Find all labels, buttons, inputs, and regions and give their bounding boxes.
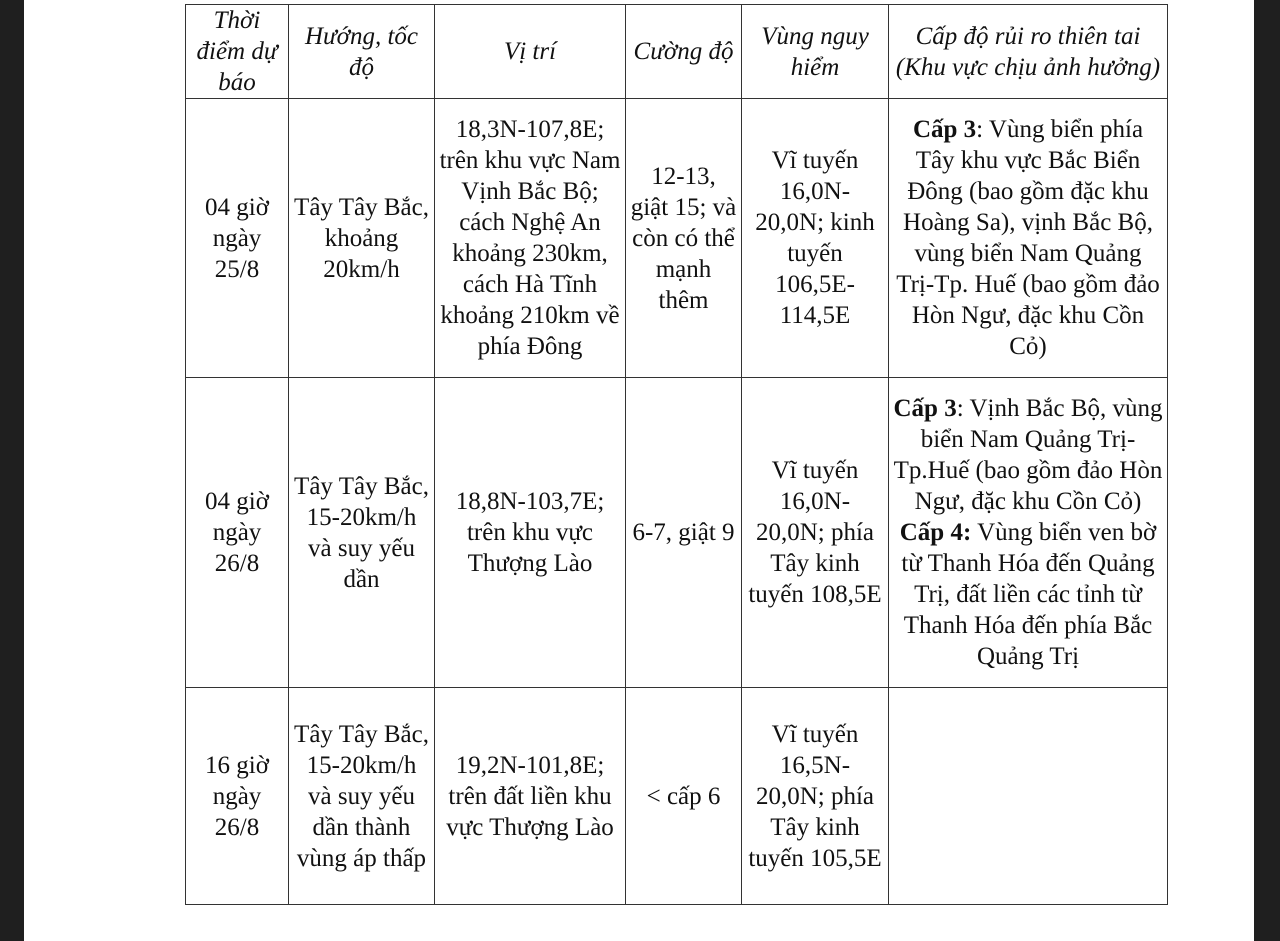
cell-intensity: 12-13, giật 15; và còn có thể mạnh thêm	[626, 99, 742, 378]
cell-direction-speed: Tây Tây Bắc, 15-20km/h và suy yếu dần thành vùng áp thấp	[289, 688, 435, 905]
cell-risk-level	[889, 378, 1168, 688]
cell-direction-speed: Tây Tây Bắc, 15-20km/h và suy yếu dần	[289, 378, 435, 688]
cell-position: 18,3N-107,8E; trên khu vực Nam Vịnh Bắc Bộ; cách Nghệ An khoảng 230km, cách Hà Tĩnh khoảng 210km về phía Đông	[435, 99, 626, 378]
header-risk-level: Cấp độ rủi ro thiên tai (Khu vực chịu ảnh hưởng)	[889, 5, 1168, 99]
cell-risk-level-empty	[889, 688, 1168, 905]
risk-level-text: Vùng biển ven bờ từ Thanh Hóa đến Quảng Trị, đất liền các tỉnh từ Thanh Hóa đến phía Bắc Quảng Trị	[901, 519, 1157, 670]
header-danger-zone: Vùng nguy hiểm	[742, 5, 889, 99]
risk-level-text: : Vùng biển phía Tây khu vực Bắc Biển Đông (bao gồm đặc khu Hoàng Sa), vịnh Bắc Bộ, vùng biển Nam Quảng Trị-Tp. Huế (bao gồm đảo Hòn Ngư, đặc khu Cồn Cỏ)	[896, 116, 1160, 360]
table-row	[186, 378, 1168, 688]
risk-level-label: Cấp 3	[912, 116, 977, 143]
storm-forecast-table	[185, 4, 1168, 905]
cell-direction-speed: Tây Tây Bắc, khoảng 20km/h	[289, 99, 435, 378]
document-page	[24, 0, 1254, 941]
header-intensity: Cường độ	[626, 5, 742, 99]
cell-time: 04 giờ ngày 26/8	[186, 378, 289, 688]
cell-intensity: 6-7, giật 9	[626, 378, 742, 688]
cell-position: 19,2N-101,8E; trên đất liền khu vực Thượng Lào	[435, 688, 626, 905]
cell-risk-level	[889, 99, 1168, 378]
cell-danger-zone: Vĩ tuyến 16,5N-20,0N; phía Tây kinh tuyến 105,5E	[742, 688, 889, 905]
risk-level-label: Cấp 4:	[899, 519, 972, 546]
cell-position: 18,8N-103,7E; trên khu vực Thượng Lào	[435, 378, 626, 688]
header-row	[186, 5, 1168, 99]
cell-danger-zone: Vĩ tuyến 16,0N-20,0N; kinh tuyến 106,5E-114,5E	[742, 99, 889, 378]
risk-level-text: : Vịnh Bắc Bộ, vùng biển Nam Quảng Trị-Tp.Huế (bao gồm đảo Hòn Ngư, đặc khu Cồn Cỏ)	[893, 395, 1163, 515]
risk-level-label: Cấp 3	[893, 395, 957, 422]
cell-intensity: < cấp 6	[626, 688, 742, 905]
cell-time: 16 giờ ngày 26/8	[186, 688, 289, 905]
header-direction-speed: Hướng, tốc độ	[289, 5, 435, 99]
table-row	[186, 688, 1168, 905]
header-time: Thời điểm dự báo	[186, 5, 289, 99]
cell-time: 04 giờ ngày 25/8	[186, 99, 289, 378]
cell-danger-zone: Vĩ tuyến 16,0N-20,0N; phía Tây kinh tuyến 108,5E	[742, 378, 889, 688]
table-row	[186, 99, 1168, 378]
header-position: Vị trí	[435, 5, 626, 99]
